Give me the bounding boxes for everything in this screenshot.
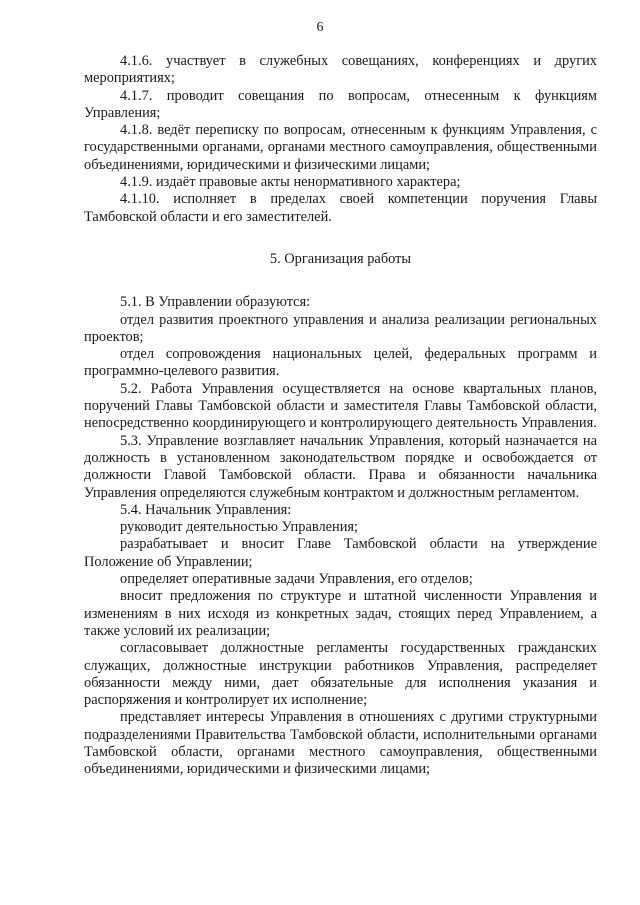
list-item-department-1: отдел развития проектного управления и анализа реализации региональных проектов; xyxy=(84,311,597,345)
paragraph-5-4: 5.4. Начальник Управления: xyxy=(120,501,292,518)
list-item-duty-5: согласовывает должностные регламенты государственных гражданских служащих, должностные инструкции работников Управления, распределяет обязанности между ними, дает обязательные для исполнения указания и распоряжения и контролирует их исполнение; xyxy=(84,640,597,709)
list-item-duty-3: определяет оперативные задачи Управления, его отделов; xyxy=(120,571,473,588)
list-item-duty-4: вносит предложения по структуре и штатной численности Управления и изменениям в них исходя из конкретных задач, стоящих перед Управлением, а также условий их реализации; xyxy=(84,588,597,639)
document-body xyxy=(84,53,597,779)
list-item-duty-2: разрабатывает и вносит Главе Тамбовской области на утверждение Положение об Управлении; xyxy=(84,536,597,570)
page-number: 6 xyxy=(316,20,324,35)
paragraph-5-3: 5.3. Управление возглавляет начальник Управления, который назначается на должность в установленном законодательством порядке и освобождается от должности Главой Тамбовской области. Права и обязанности начальника Управления определяются служебным контрактом и должностным регламентом. xyxy=(84,432,597,501)
paragraph-4-1-6: 4.1.6. участвует в служебных совещаниях, конференциях и других мероприятиях; xyxy=(84,53,597,87)
paragraph-5-2: 5.2. Работа Управления осуществляется на основе квартальных планов, поручений Главы Тамбовской области и заместителя Главы Тамбовской области, непосредственно координирующего и контролирующего деятельность Управления. xyxy=(84,380,597,432)
paragraph-4-1-10: 4.1.10. исполняет в пределах своей компетенции поручения Главы Тамбовской области и его заместителей. xyxy=(84,191,597,225)
paragraph-5-1: 5.1. В Управлении образуются: xyxy=(120,294,311,311)
list-item-department-2: отдел сопровождения национальных целей, федеральных программ и программно-целевого развития. xyxy=(84,346,597,380)
paragraph-4-1-8: 4.1.8. ведёт переписку по вопросам, отнесенным к функциям Управления, с государственными органами, органами местного самоуправления, общественными объединениями, юридическими и физическими лицами; xyxy=(84,122,597,173)
paragraph-4-1-7: 4.1.7. проводит совещания по вопросам, отнесенным к функциям Управления; xyxy=(84,87,597,121)
section-heading: 5. Организация работы xyxy=(269,250,412,267)
list-item-duty-6: представляет интересы Управления в отношениях с другими структурными подразделениями Правительства Тамбовской области, исполнительными органами Тамбовской области, органами местного самоуправления, общественными объединениями, юридическими и физическими лицами; xyxy=(84,709,597,778)
list-item-duty-1: руководит деятельностью Управления; xyxy=(120,519,359,536)
paragraph-4-1-9: 4.1.9. издаёт правовые акты ненормативного характера; xyxy=(120,174,461,191)
